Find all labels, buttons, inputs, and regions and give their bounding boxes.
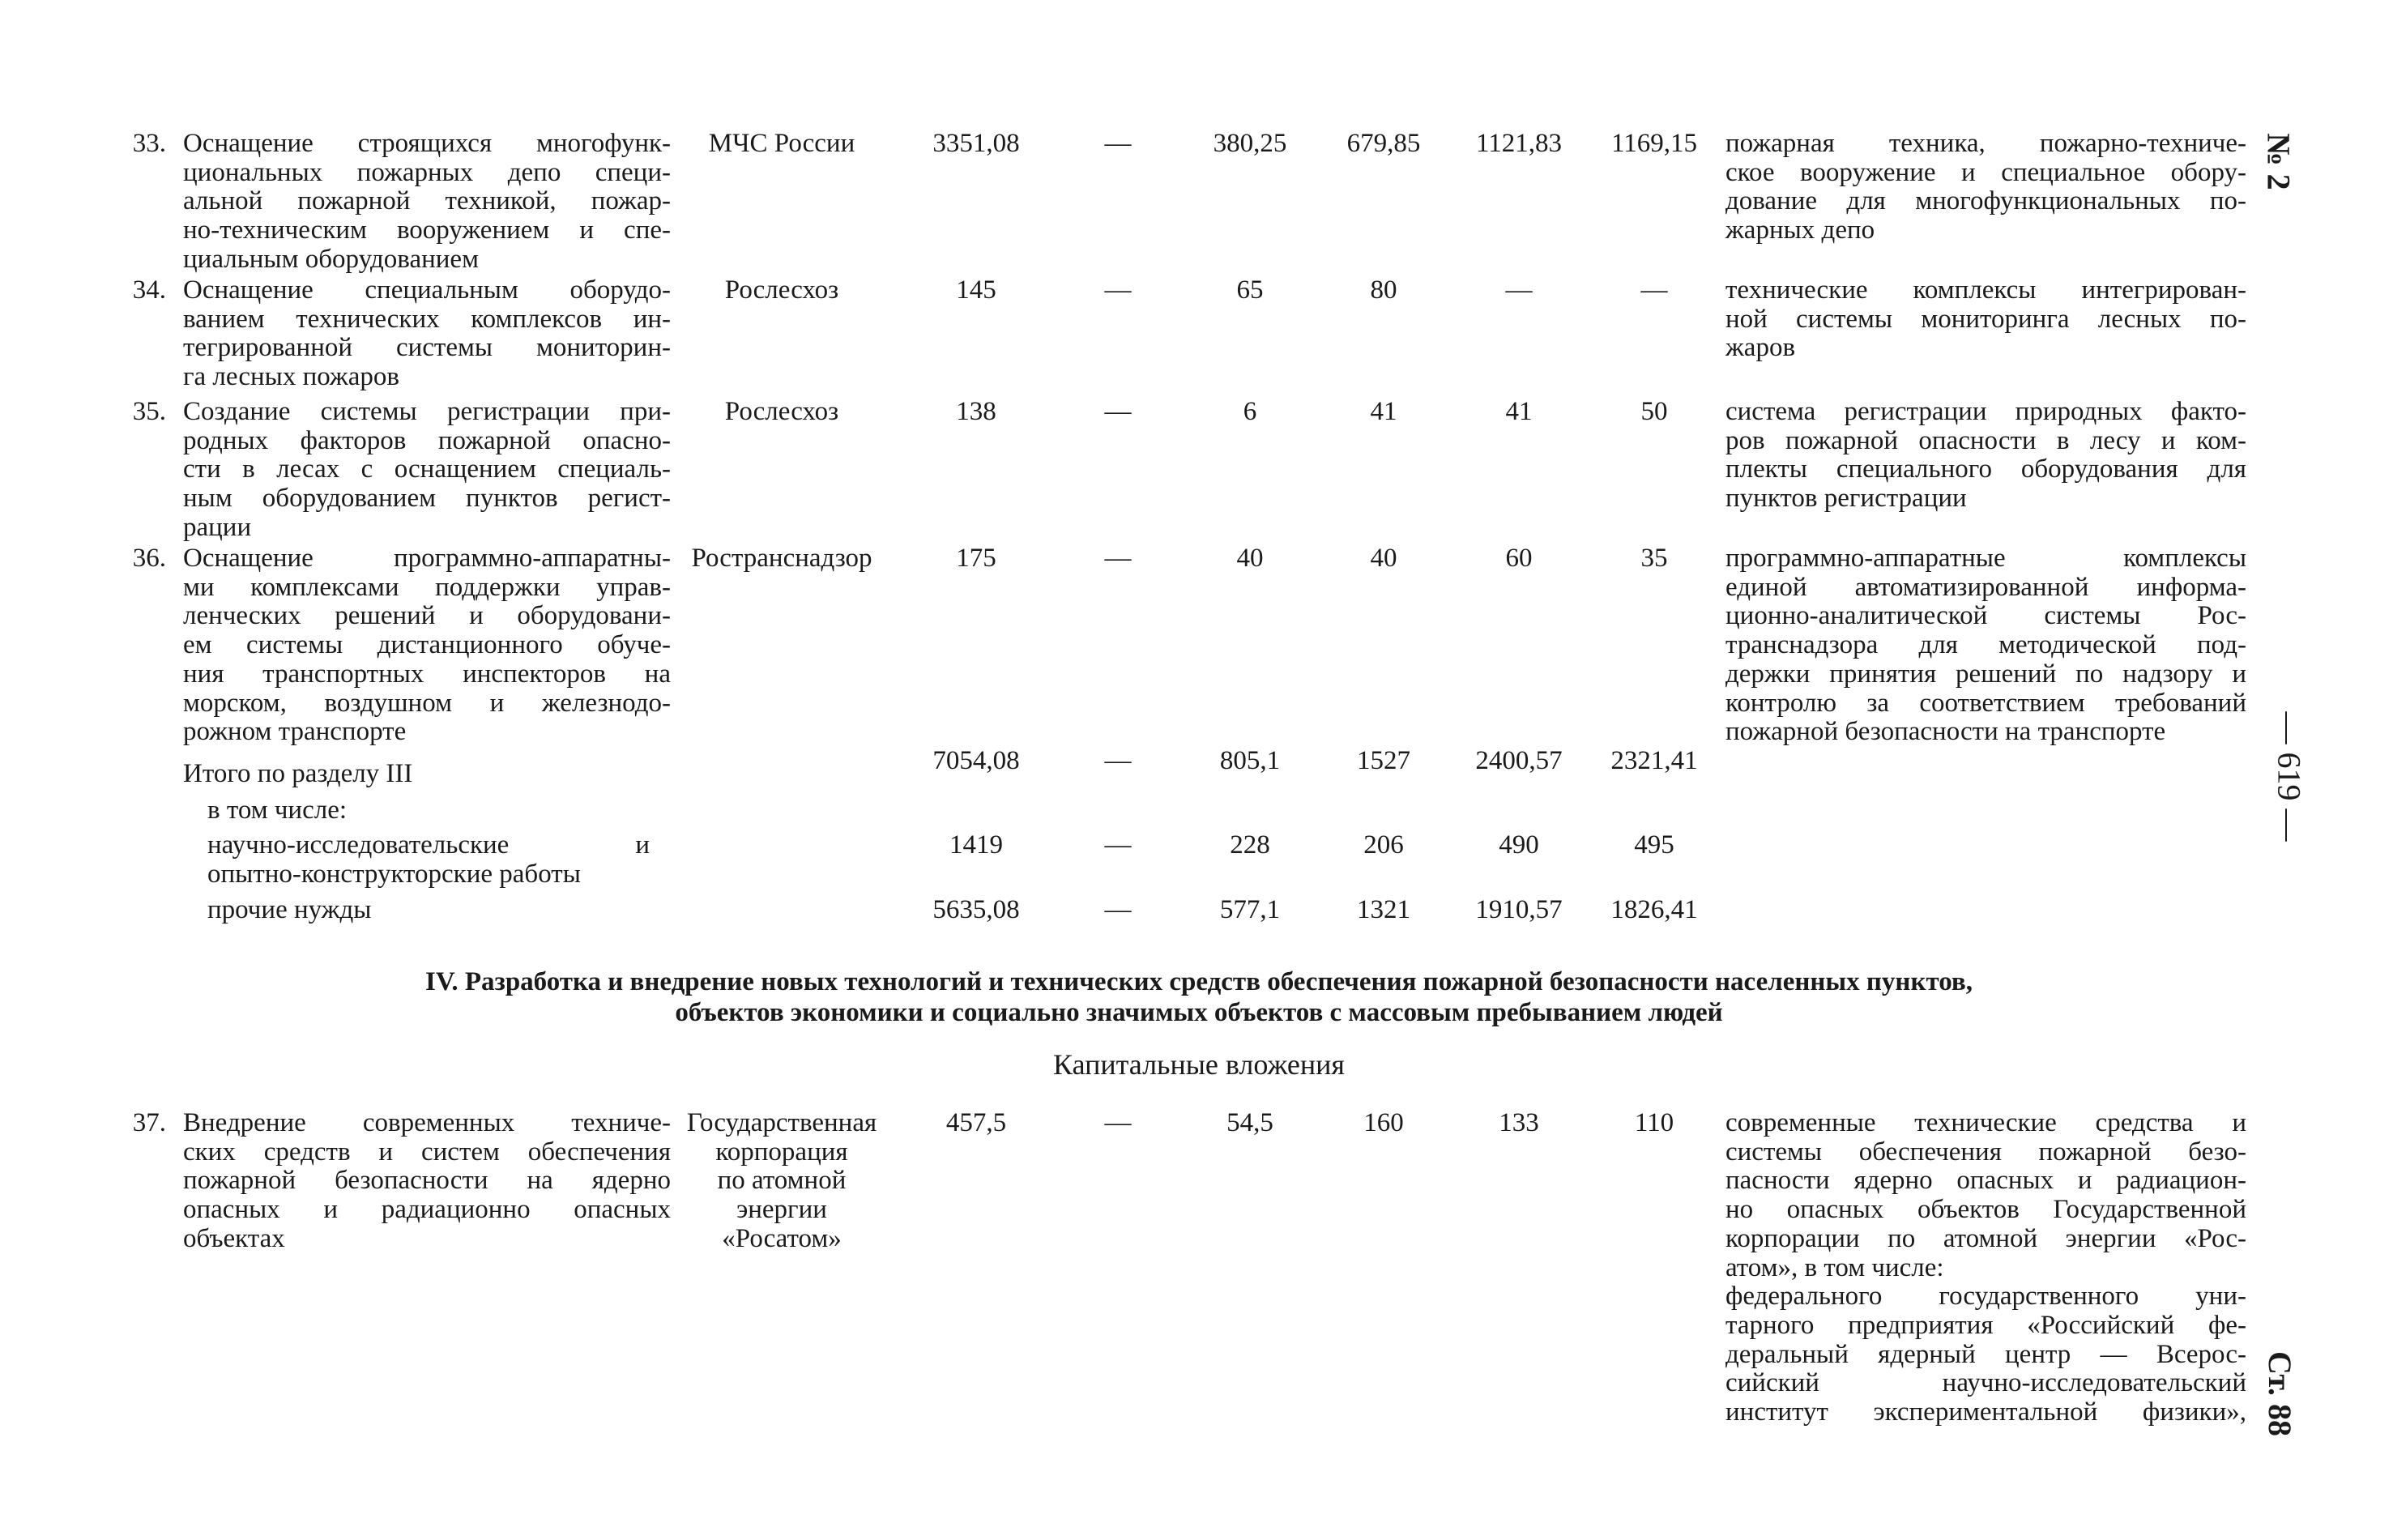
other-year1: — <box>1104 895 1132 924</box>
row-number: 35. <box>132 397 166 426</box>
value-total: 145 <box>956 275 996 305</box>
value-year3: 40 <box>1370 544 1397 573</box>
page-number: — 619 — <box>2271 711 2308 842</box>
other-year2: 577,1 <box>1219 895 1281 924</box>
row-executor: Рослесхоз <box>724 397 839 426</box>
value-year3: 679,85 <box>1346 129 1421 158</box>
totals-year4: 2400,57 <box>1475 746 1563 775</box>
row-executor: Ространснадзор <box>691 544 872 573</box>
rnd-year4: 490 <box>1499 830 1539 860</box>
value-year4: 133 <box>1499 1108 1539 1137</box>
row-executor: МЧС России <box>708 129 855 158</box>
value-year2: 40 <box>1236 544 1264 573</box>
rnd-year3: 206 <box>1363 830 1404 860</box>
value-year1: — <box>1104 275 1132 305</box>
value-total: 175 <box>956 544 996 573</box>
totals-year1: — <box>1104 746 1132 775</box>
other-year3: 1321 <box>1357 895 1410 924</box>
row-event: Оснащение строящихся многофунк- циональных пожарных депо специ- альной пожарной техникой, пожар- но-техническим вооружением и спе- циальным оборудованием <box>183 129 671 274</box>
value-year1: — <box>1104 397 1132 426</box>
totals-year3: 1527 <box>1357 746 1410 775</box>
value-year1: — <box>1104 129 1132 158</box>
value-year4: 41 <box>1505 397 1533 426</box>
value-year5: 50 <box>1640 397 1668 426</box>
value-year3: 41 <box>1370 397 1397 426</box>
totals-total: 7054,08 <box>932 746 1020 775</box>
rnd-year5: 495 <box>1634 830 1674 860</box>
article-number: Ст. 88 <box>2262 1351 2298 1436</box>
other-year4: 1910,57 <box>1475 895 1563 924</box>
value-year1: — <box>1104 1108 1132 1137</box>
row-event: Оснащение специальным оборудо- ванием технических комплексов ин- тегрированной системы мониторин- га лесных пожаров <box>183 275 671 392</box>
row-event: Внедрение современных техниче- ских средств и систем обеспечения пожарной безопасности на ядерно опасных и радиационно опасных объектах <box>183 1108 671 1253</box>
row-executor: Государственная корпорация по атомной энергии «Росатом» <box>686 1108 877 1253</box>
totals-year5: 2321,41 <box>1610 746 1698 775</box>
row-result: технические комплексы интегрирован- ной системы мониторинга лесных по- жаров <box>1725 275 2246 363</box>
issue-number: № 2 <box>2260 133 2297 190</box>
value-year5: 35 <box>1640 544 1668 573</box>
value-year3: 80 <box>1370 275 1397 305</box>
other-year5: 1826,41 <box>1610 895 1698 924</box>
row-number: 34. <box>132 275 166 305</box>
section-title: IV. Разработка и внедрение новых технологий и технических средств обеспечения пожарной безопасности населенных пунктов, объектов экономики и социально значимых объектов с массовым пребыванием людей <box>424 967 1973 1027</box>
value-year4: — <box>1505 275 1533 305</box>
row-number: 36. <box>132 544 166 573</box>
value-year2: 65 <box>1236 275 1264 305</box>
value-year1: — <box>1104 544 1132 573</box>
value-year2: 54,5 <box>1226 1108 1273 1137</box>
row-result: программно-аппаратные комплексы единой автоматизированной информа- ционно-аналитической системы Рос- транснадзора для методической под- держки принятия решений по надзору и контролю за соответствием требований пожарной безопасности на транспорте <box>1725 544 2246 747</box>
value-year4: 60 <box>1505 544 1533 573</box>
totals-label: Итого по разделу III <box>183 759 413 788</box>
totals-year2: 805,1 <box>1219 746 1281 775</box>
totals-including: в том числе: <box>207 796 348 825</box>
row-event: Оснащение программно-аппаратны- ми комплексами поддержки управ- ленческих решений и оборудовани- ем системы дистанционного обуче- ния транспортных инспекторов на морском, воздушном и железнодо- рожном транспорте <box>183 544 671 747</box>
value-year5: 110 <box>1634 1108 1674 1137</box>
value-year2: 6 <box>1243 397 1257 426</box>
rnd-year1: — <box>1104 830 1132 860</box>
value-year3: 160 <box>1363 1108 1404 1137</box>
row-result: современные технические средства и системы обеспечения пожарной безо- пасности ядерно опасных и радиацион- но опасных объектов Государственной корпорации по атомной энергии «Рос- атом», в том числе: федерального государственного уни- тарного предприятия «Российский фе- деральный ядерный центр — Всерос- сийский научно-исследовательский институт экспериментальной физики», <box>1725 1108 2246 1427</box>
rnd-year2: 228 <box>1230 830 1270 860</box>
totals-other-label: прочие нужды <box>207 895 372 924</box>
rnd-total: 1419 <box>949 830 1003 860</box>
row-event: Создание системы регистрации при- родных факторов пожарной опасно- сти в лесах с оснащением специаль- ным оборудованием пунктов регист- рации <box>183 397 671 542</box>
value-total: 457,5 <box>945 1108 1007 1137</box>
section-subtitle: Капитальные вложения <box>1053 1048 1345 1081</box>
row-result: пожарная техника, пожарно-техниче- ское вооружение и специальное обору- дование для многофункциональных по- жарных депо <box>1725 129 2246 245</box>
row-result: система регистрации природных факто- ров пожарной опасности в лесу и ком- плекты специального оборудования для пунктов регистрации <box>1725 397 2246 514</box>
totals-rnd-label: научно-исследовательские и опытно-конструкторские работы <box>207 830 650 889</box>
value-total: 3351,08 <box>932 129 1020 158</box>
other-total: 5635,08 <box>932 895 1020 924</box>
value-total: 138 <box>956 397 996 426</box>
value-year5: 1169,15 <box>1610 129 1698 158</box>
row-number: 33. <box>132 129 166 158</box>
value-year2: 380,25 <box>1213 129 1287 158</box>
row-executor: Рослесхоз <box>724 275 839 305</box>
value-year5: — <box>1640 275 1668 305</box>
row-number: 37. <box>132 1108 166 1137</box>
value-year4: 1121,83 <box>1475 129 1563 158</box>
